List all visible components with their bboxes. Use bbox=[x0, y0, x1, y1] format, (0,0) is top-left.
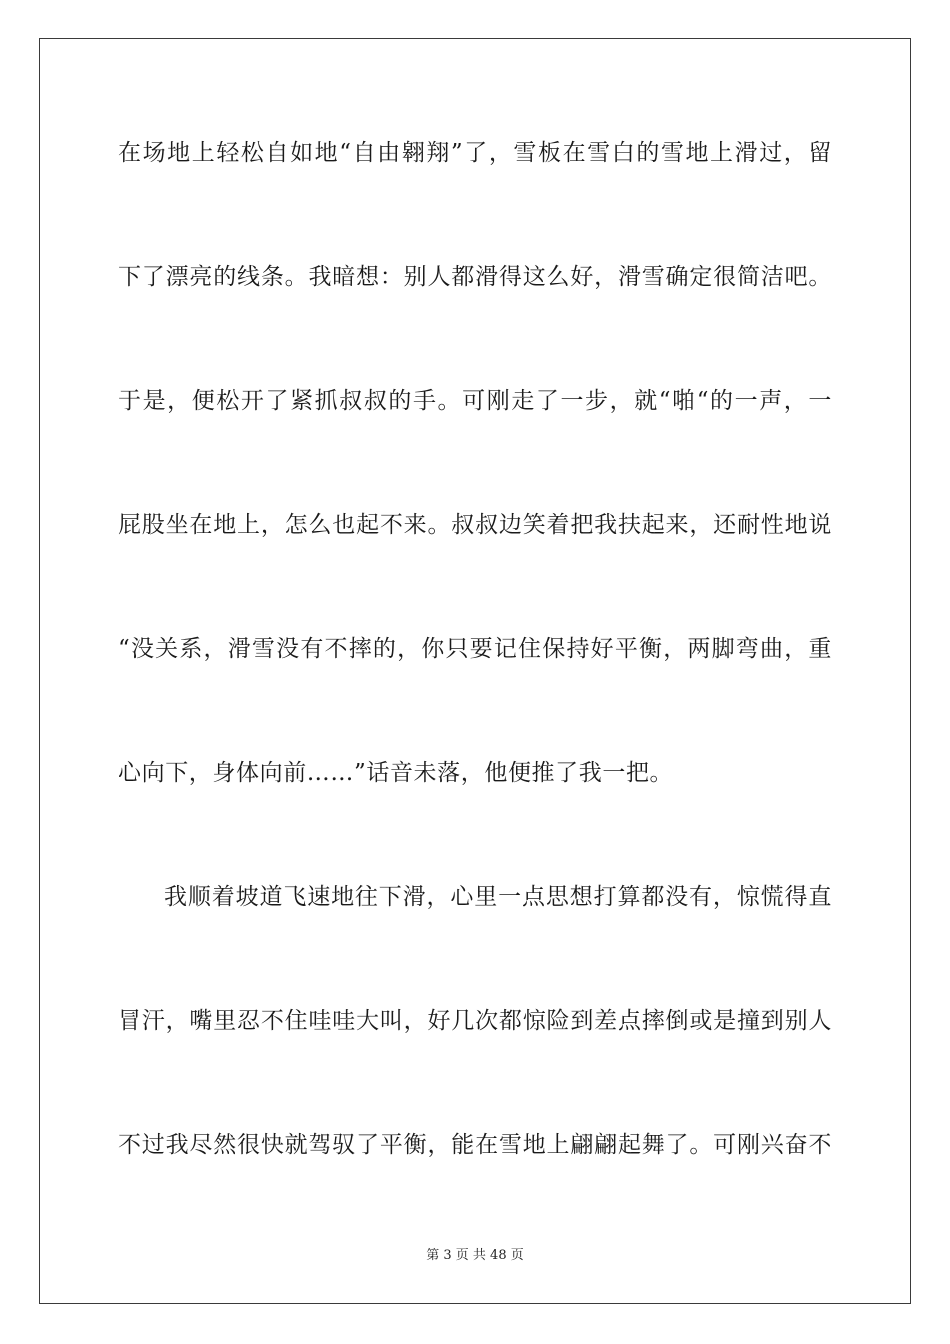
page-number-footer: 第 3 页 共 48 页 bbox=[426, 1248, 524, 1263]
body-text-line: 冒汗，嘴里忍不住哇哇大叫，好几次都惊险到差点摔倒或是撞到别人 bbox=[118, 1008, 832, 1034]
body-text-line-indented: 我顺着坡道飞速地往下滑，心里一点思想打算都没有，惊慌得直 bbox=[164, 884, 832, 910]
body-text-line: 屁股坐在地上，怎么也起不来。叔叔边笑着把我扶起来，还耐性地说 bbox=[118, 512, 832, 538]
body-text-line: 下了漂亮的线条。我暗想：别人都滑得这么好，滑雪确定很简洁吧。 bbox=[118, 264, 832, 290]
body-text-line: 心向下，身体向前……”话音未落，他便推了我一把。 bbox=[118, 760, 674, 786]
body-text-line: 在场地上轻松自如地“自由翱翔”了，雪板在雪白的雪地上滑过，留 bbox=[118, 140, 832, 166]
page-frame bbox=[39, 38, 911, 1304]
body-text-line: 不过我尽然很快就驾驭了平衡，能在雪地上翩翩起舞了。可刚兴奋不 bbox=[118, 1132, 832, 1158]
body-text-line: “没关系，滑雪没有不摔的，你只要记住保持好平衡，两脚弯曲，重 bbox=[118, 636, 832, 662]
body-text-line: 于是，便松开了紧抓叔叔的手。可刚走了一步，就“啪“的一声，一 bbox=[118, 388, 832, 414]
